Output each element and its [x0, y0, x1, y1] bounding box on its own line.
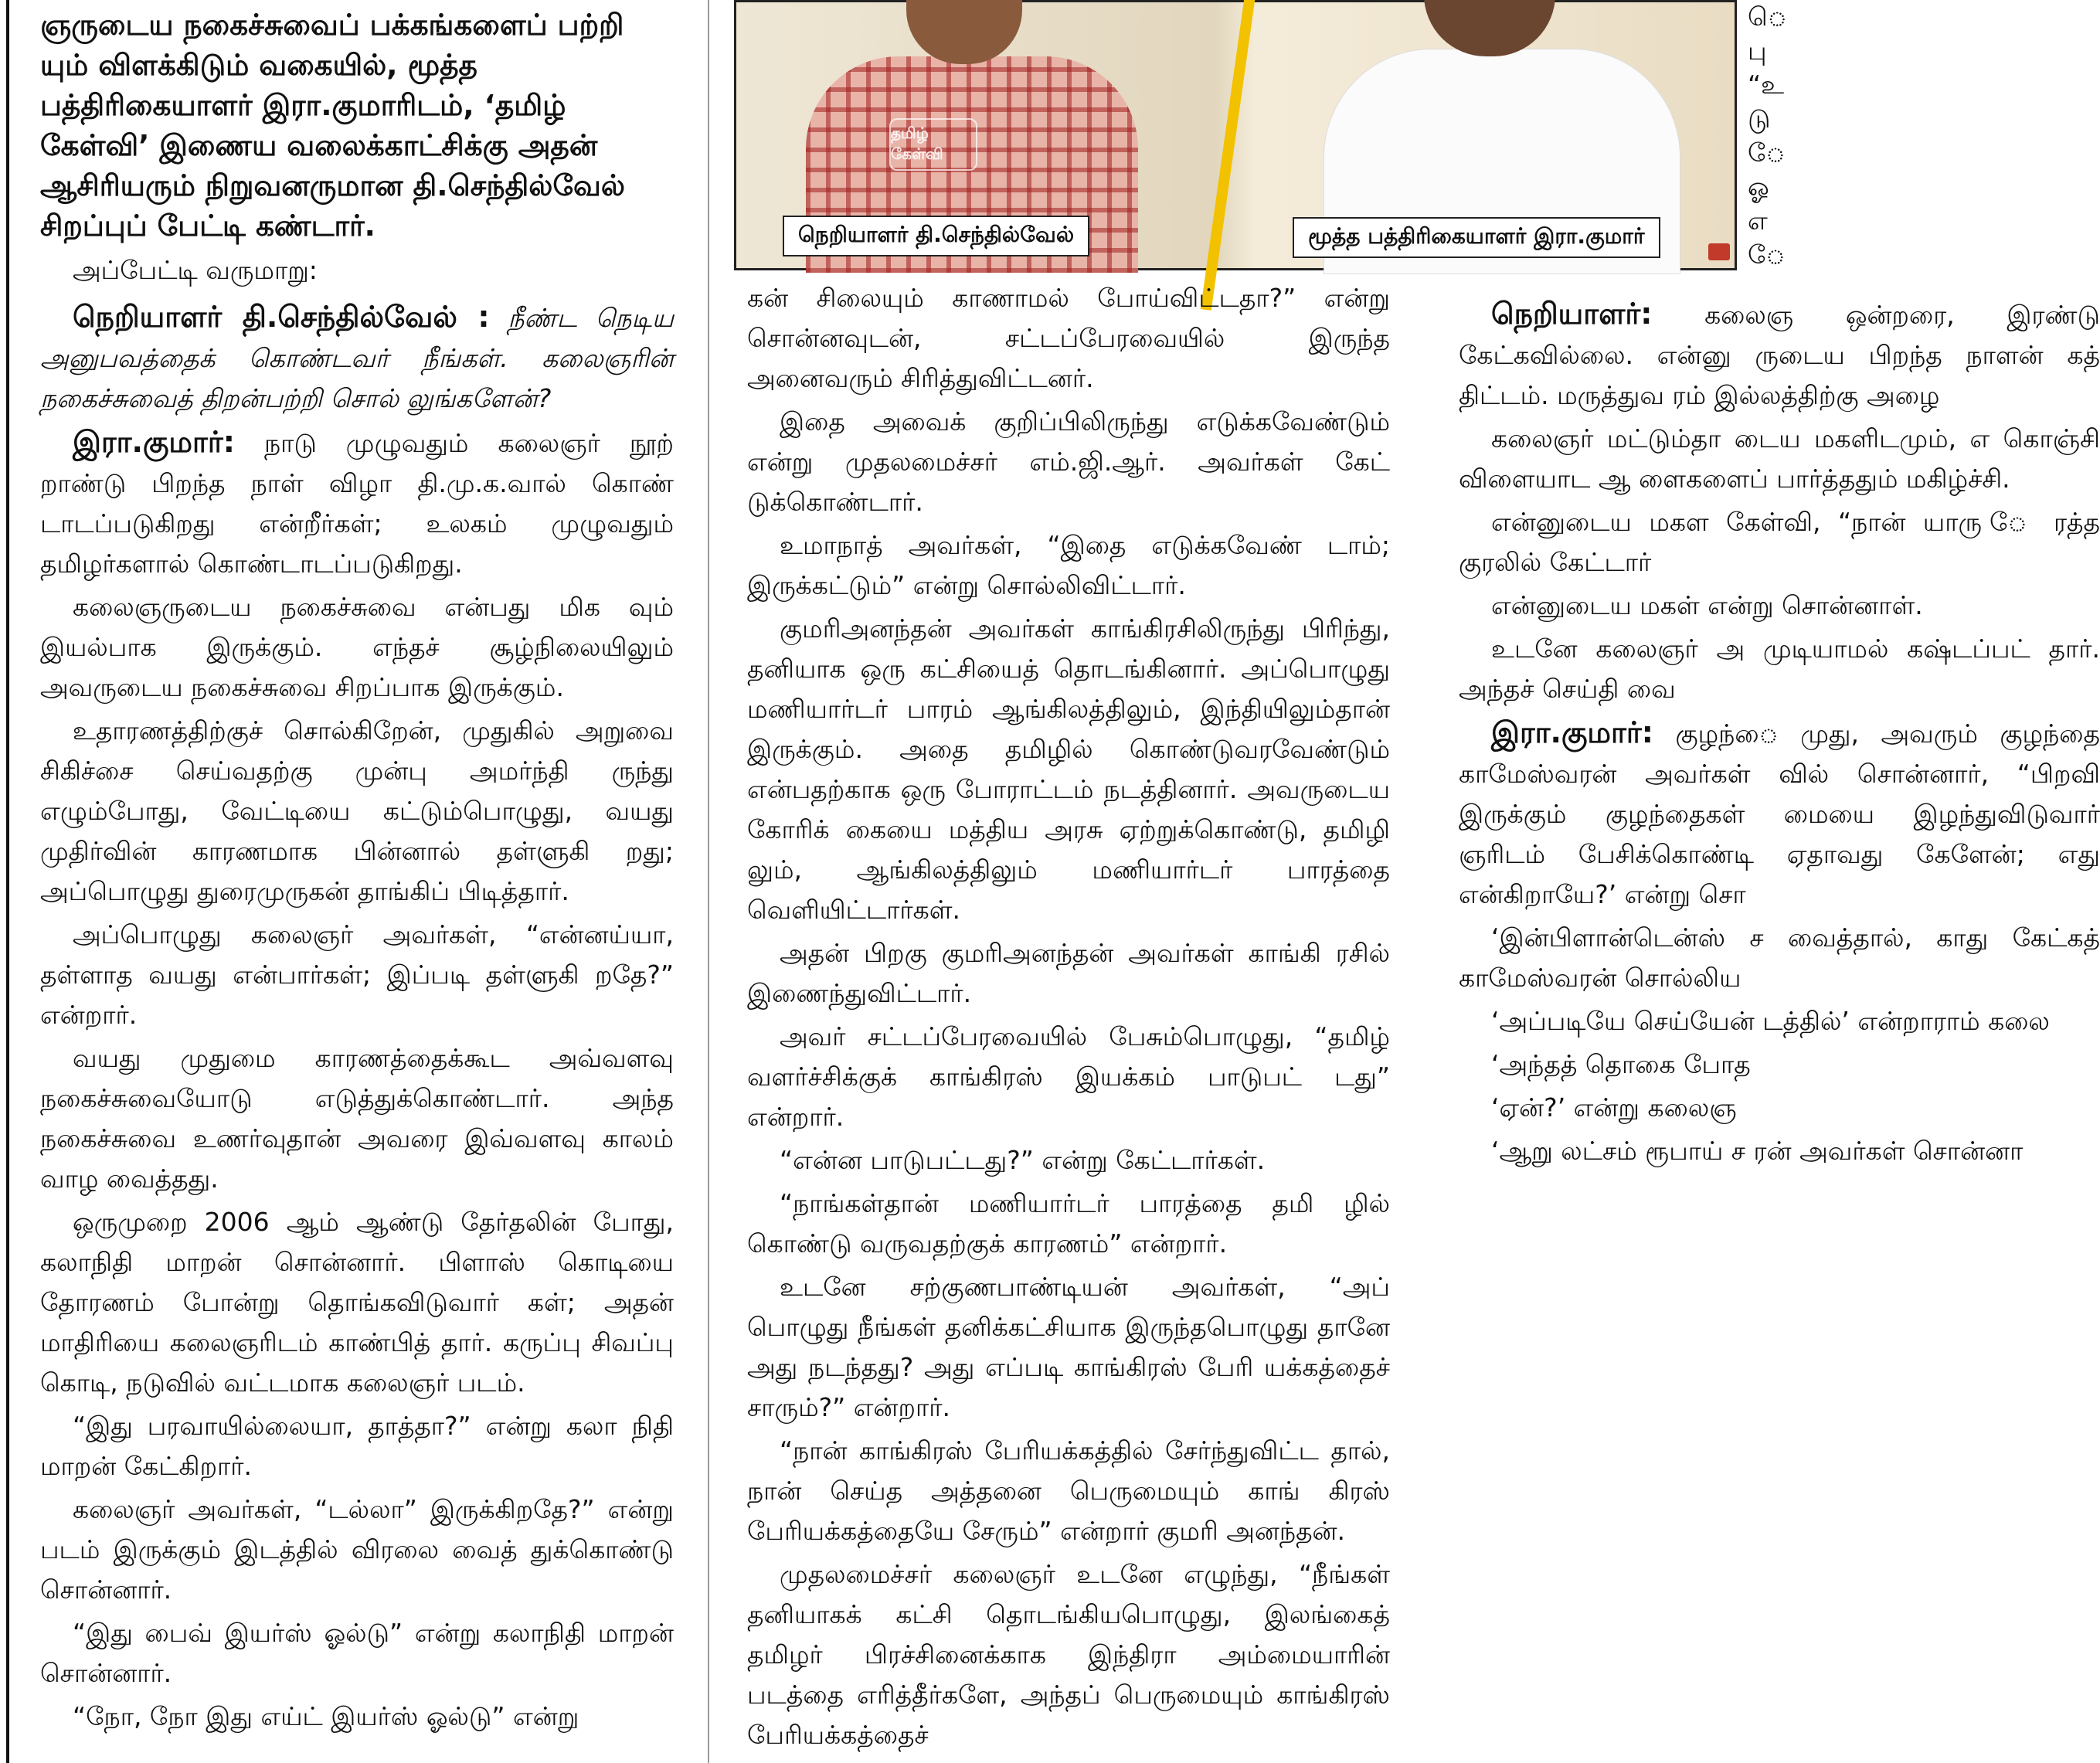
fragment: எ — [1748, 206, 1768, 236]
question-text: கலைஞ ஒன்றரை, இரண்டு கேட்கவில்லை. என்னு ருடைய பிறந்த நாளன் கத் திட்டம். மருத்துவ ரம் இல்லத்திற்கு அழை — [1459, 300, 2100, 410]
yellow-divider — [1201, 0, 1256, 311]
question-paragraph — [1459, 294, 2100, 416]
paragraph: அப்பொழுது கலைஞர் அவர்கள், “என்னய்யா, தள்ளாத வயது என்பார்கள்; இப்படி தள்ளுகி றதே?” என்றார். — [40, 919, 674, 1030]
channel-logo-icon — [1708, 243, 1730, 260]
speaker-label: இரா.குமார்: — [1491, 715, 1653, 749]
article-column-1 — [40, 5, 674, 1737]
intro-line: சிறப்புப் பேட்டி கண்டார். — [40, 209, 375, 243]
intro-line: ஞருடைய நகைச்சுவைப் பக்கங்களைப் பற்றி — [40, 8, 624, 42]
cropped-right-fragments — [1748, 0, 1787, 272]
paragraph: முதலமைச்சர் கலைஞர் உடனே எழுந்து, “நீங்கள் தனியாகக் கட்சி தொடங்கியபொழுது, இலங்கைத் தமிழர் பிரச்சினைக்காக இந்திரா அம்மையாரின் படத்தை எரித்தீர்களே, அந்தப் பெருமையும் காங்கிரஸ் பேரியக்கத்தைச் — [747, 1559, 1390, 1750]
paragraph: ‘இன்பிளான்டென்ஸ் ச வைத்தால், காது கேட்கத் காமேஸ்வரன் சொல்லிய — [1459, 922, 2100, 993]
fragment: ே — [1748, 138, 1786, 168]
intro-line: யும் விளக்கிடும் வகையில், மூத்த — [40, 48, 477, 82]
paragraph: ‘ஏன்?’ என்று கலைஞ — [1491, 1092, 1737, 1123]
article-column-2 — [747, 278, 1390, 1755]
paragraph: கலைஞருடைய நகைச்சுவை என்பது மிக வும் இயல்பாக இருக்கும். எந்தச் சூழ்நிலையிலும் அவருடைய நகைச்சுவை சிறப்பாக இருக்கும். — [40, 592, 674, 702]
interview-photo — [734, 0, 1737, 270]
paragraph: அவர் சட்டப்பேரவையில் பேசும்பொழுது, “தமிழ் வளர்ச்சிக்குக் காங்கிரஸ் இயக்கம் பாடுபட் டது” என்றார். — [747, 1021, 1390, 1132]
column-divider — [708, 0, 709, 1763]
paragraph: ‘அப்படியே செய்யேன் டத்தில்’ என்றாராம் கலை — [1491, 1006, 2050, 1036]
speaker-label: நெறியாளர் தி.செந்தில்வேல் : — [73, 300, 490, 334]
paragraph: கலைஞர் மட்டும்தா டைய மகளிடமும், எ கொஞ்சி விளையாட ஆ ளைகளைப் பார்த்ததும் மகிழ்ச்சி. — [1459, 423, 2100, 494]
left-border-rule — [6, 0, 9, 1763]
paragraph: “என்ன பாடுபட்டது?” என்று கேட்டார்கள். — [780, 1145, 1266, 1175]
paragraph: இதை அவைக் குறிப்பிலிருந்து எடுக்கவேண்டும் என்று முதலமைச்சர் எம்.ஜி.ஆர். அவர்கள் கேட் டுக்கொண்டார். — [747, 406, 1390, 517]
paragraph: உடனே சற்குணபாண்டியன் அவர்கள், “அப் பொழுது நீங்கள் தனிக்கட்சியாக இருந்தபொழுது தானே அது நடந்தது? அது எப்படி காங்கிரஸ் பேரி யக்கத்தைச் சாரும்?” என்றார். — [747, 1272, 1390, 1422]
paragraph: ‘அந்தத் தொகை போத — [1491, 1049, 1751, 1079]
fragment: பு — [1748, 36, 1767, 66]
lead-line: அப்பேட்டி வருமாறு: — [73, 255, 318, 285]
question-paragraph — [40, 297, 674, 419]
paragraph: கன் சிலையும் காணாமல் போய்விட்டதா?” என்று சொன்னவுடன், சட்டப்பேரவையில் இருந்த அனைவரும் சிரித்துவிட்டனர். — [747, 283, 1390, 393]
paragraph: கலைஞர் அவர்கள், “டல்லா” இருக்கிறதே?” என்று படம் இருக்கும் இடத்தில் விரலை வைத் துக்கொண்டு சொன்னார். — [40, 1494, 674, 1605]
speaker-label: நெறியாளர்: — [1491, 297, 1653, 331]
fragment: “உ — [1748, 70, 1785, 100]
paragraph: “நான் காங்கிரஸ் பேரியக்கத்தில் சேர்ந்துவிட்ட தால், நான் செய்த அத்தனை பெருமையும் காங் கிரஸ் பேரியக்கத்தையே சேரும்” என்றார் குமரி அனந்தன். — [747, 1435, 1390, 1546]
paragraph: என்னுடைய மகள கேள்வி, “நான் யாரு ே ரத்த குரலில் கேட்டார் — [1459, 507, 2100, 577]
paragraph: ஒருமுறை 2006 ஆம் ஆண்டு தேர்தலின் போது, கலாநிதி மாறன் சொன்னார். பிளாஸ் கொடியை தோரணம் போன்று தொங்கவிடுவார் கள்; அதன் மாதிரியை கலைஞரிடம் காண்பித் தார். கருப்பு சிவப்பு கொடி, நடுவில் வட்டமாக கலைஞர் படம். — [40, 1207, 674, 1398]
answer-text: நாடு முழுவதும் கலைஞர் நூற் றாண்டு பிறந்த நாள் விழா தி.மு.க.வால் கொண் டாடப்படுகிறது என்றீர்கள்; உலகம் முழுவதும் தமிழர்களால் கொண்டாடப்படுகிறது. — [40, 428, 674, 579]
paragraph: உடனே கலைஞர் அ முடியாமல் கஷ்டப்பட் தார். அந்தச் செய்தி வை — [1459, 634, 2100, 704]
paragraph: என்னுடைய மகள் என்று சொன்னாள். — [1491, 590, 1923, 620]
fragment: ெ — [1748, 2, 1787, 32]
question-text: நீண்ட நெடிய அனுபவத்தைக் கொண்டவர் நீங்கள். கலைஞரின் நகைச்சுவைத் திறன்பற்றி சொல் லுங்களேன்? — [40, 303, 674, 413]
article-column-3 — [1459, 294, 2100, 1763]
fragment: ே — [1748, 239, 1786, 270]
answer-paragraph — [40, 422, 674, 584]
paragraph: வயது முதுமை காரணத்தைக்கூட அவ்வளவு நகைச்சுவையோடு எடுத்துக்கொண்டார். அந்த நகைச்சுவை உணர்வுதான் அவரை இவ்வளவு காலம் வாழ வைத்தது. — [40, 1043, 674, 1194]
paragraph: அதன் பிறகு குமரிஅனந்தன் அவர்கள் காங்கி ரசில் இணைந்துவிட்டார். — [747, 938, 1390, 1008]
intro-line: கேள்வி’ இணைய வலைக்காட்சிக்கு அதன் — [40, 128, 598, 162]
paragraph: “இது பரவாயில்லையா, தாத்தா?” என்று கலா நிதி மாறன் கேட்கிறார். — [40, 1411, 674, 1481]
speaker-label: இரா.குமார்: — [73, 425, 235, 459]
face — [906, 0, 1022, 64]
fragment: டு — [1748, 104, 1771, 134]
paragraph: “நோ, நோ இது எய்ட் இயர்ஸ் ஓல்டு” என்று — [73, 1701, 579, 1731]
photo-caption-right: மூத்த பத்திரிகையாளர் இரா.குமார் — [1293, 217, 1660, 258]
answer-text: குழந்ை முது, அவரும் குழந்தை காமேஸ்வரன் அவர்கள் வில் சொன்னார், “பிறவி இருக்கும் குழந்தைகள் மையை இழந்துவிடுவார் ஞரிடம் பேசிக்கொண்டி ஏதாவது கேளேன்; எது என்கிறாயே?’ என்று சொ — [1459, 718, 2100, 909]
paragraph: “இது பைவ் இயர்ஸ் ஓல்டு” என்று கலாநிதி மாறன் சொன்னார். — [40, 1618, 674, 1688]
paragraph: உமாநாத் அவர்கள், “இதை எடுக்கவேண் டாம்; இருக்கட்டும்” என்று சொல்லிவிட்டார். — [747, 530, 1390, 600]
intro-line: பத்திரிகையாளர் இரா.குமாரிடம், ‘தமிழ் — [40, 88, 566, 122]
paragraph: குமரிஅனந்தன் அவர்கள் காங்கிரசிலிருந்து பிரிந்து, தனியாக ஒரு கட்சியைத் தொடங்கினார். அப்பொழுது மணியார்டர் பாரம் ஆங்கிலத்திலும், இந்தியிலும்தான் இருக்கும். அதை தமிழில் கொண்டுவரவேண்டும் என்பதற்காக ஒரு போராட்டம் நடத்தினார். அவருடைய கோரிக் கையை மத்திய அரசு ஏற்றுக்கொண்டு, தமிழி லும், ஆங்கிலத்திலும் மணியார்டர் பாரத்தை வெளியிட்டார்கள். — [747, 613, 1390, 925]
paragraph: “நாங்கள்தான் மணியார்டர் பாரத்தை தமி ழில் கொண்டு வருவதற்குக் காரணம்” என்றார். — [747, 1188, 1390, 1259]
fragment: ஓ — [1748, 172, 1769, 202]
answer-paragraph — [1459, 712, 2100, 915]
paragraph: ‘ஆறு லட்சம் ரூபாய் ச ரன் அவர்கள் சொன்னா — [1491, 1136, 2024, 1166]
paragraph: உதாரணத்திற்குச் சொல்கிறேன், முதுகில் அறுவை சிகிச்சை செய்வதற்கு முன்பு அமர்ந்தி ருந்து எழும்போது, வேட்டியை கட்டும்பொழுது, வயது முதிர்வின் காரணமாக பின்னால் தள்ளுகி றது; அப்பொழுது துரைமுருகன் தாங்கிப் பிடித்தார். — [40, 715, 674, 906]
channel-watermark: தமிழ் கேள்வி — [889, 118, 977, 171]
photo-caption-left: நெறியாளர் தி.செந்தில்வேல் — [783, 216, 1089, 256]
intro-line: ஆசிரியரும் நிறுவனருமான தி.செந்தில்வேல் — [40, 168, 625, 202]
